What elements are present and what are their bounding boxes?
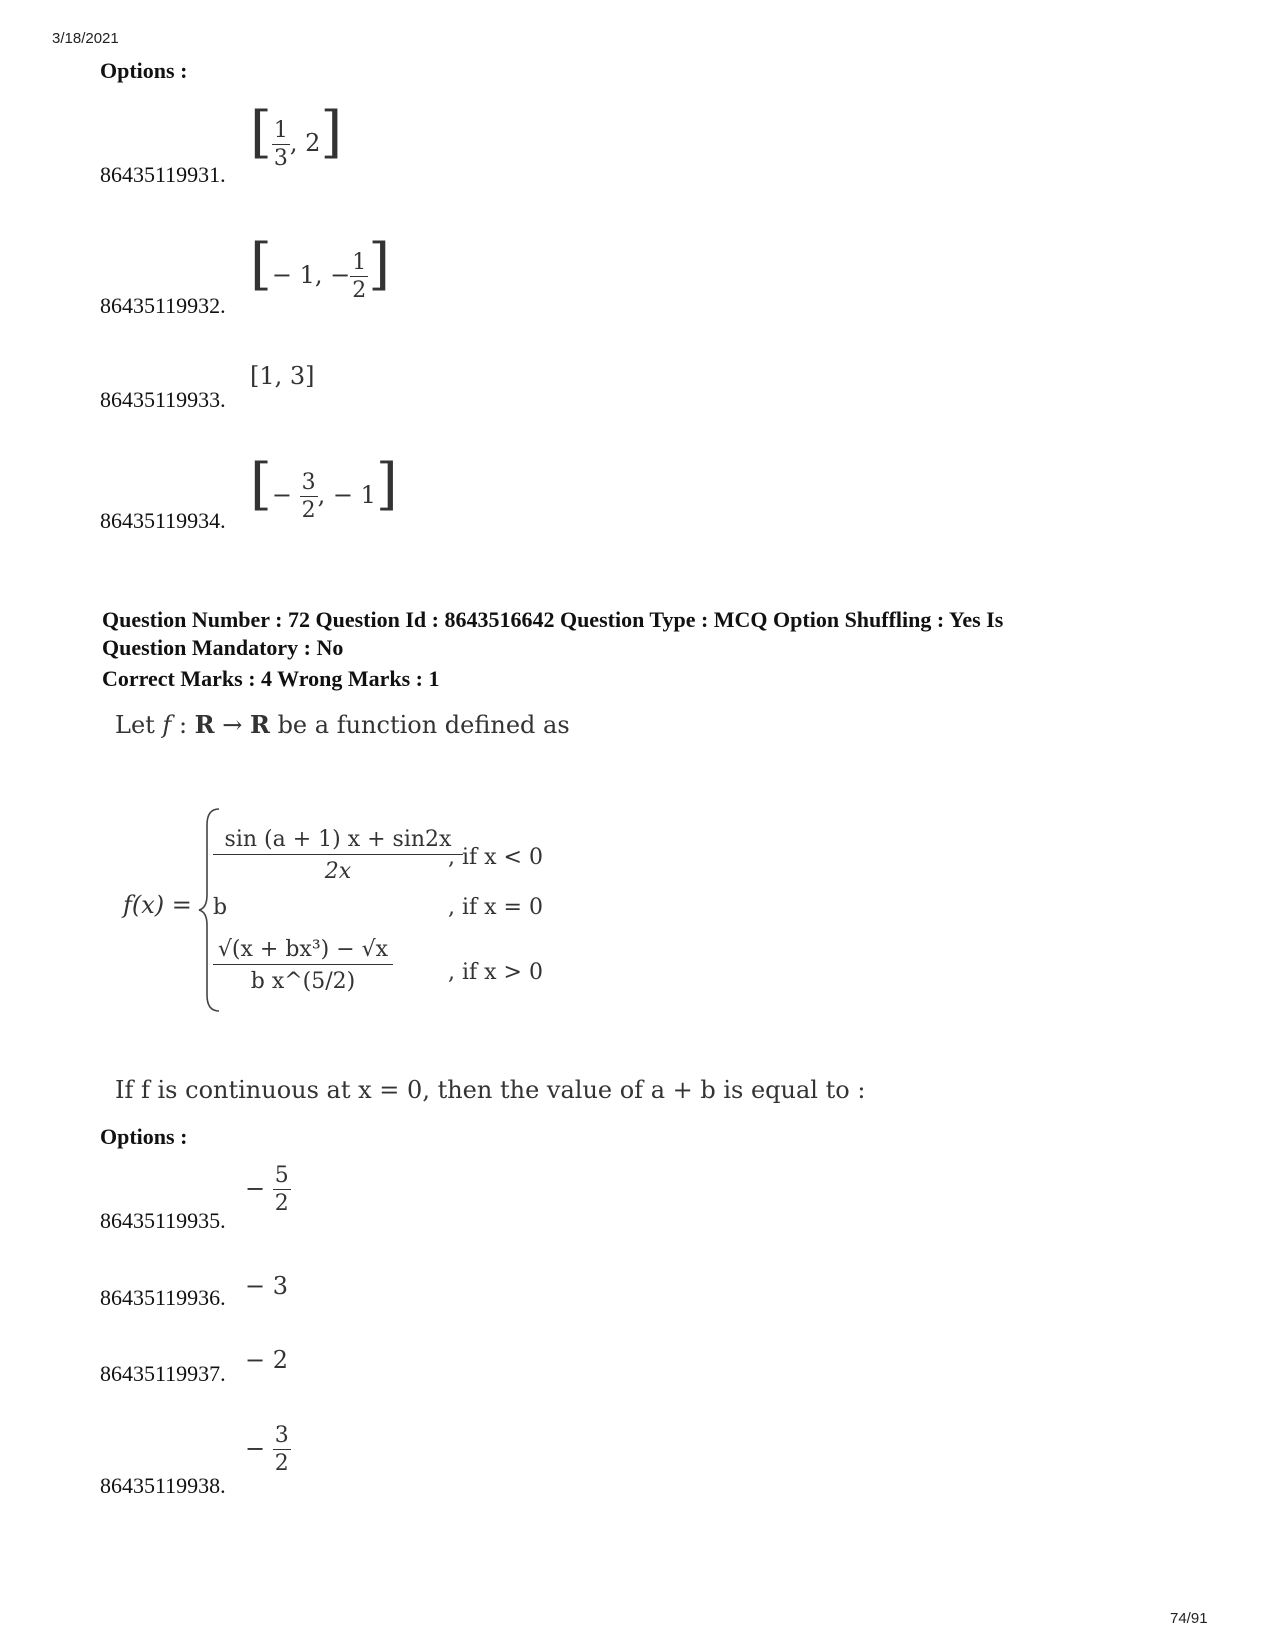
case3-condition: , if x > 0 bbox=[448, 960, 543, 985]
option-id: 86435119932. bbox=[100, 293, 226, 318]
question-condition: If f is continuous at x = 0, then the value of a + b is equal to : bbox=[115, 1076, 866, 1104]
case3-expression bbox=[213, 937, 393, 994]
option-id: 86435119931. bbox=[100, 162, 226, 187]
piecewise-function bbox=[115, 805, 595, 1065]
option-id: 86435119936. bbox=[100, 1285, 226, 1310]
question-intro: Let f : R → R be a function defined as bbox=[115, 710, 570, 739]
option-id: 86435119933. bbox=[100, 387, 226, 412]
question-meta bbox=[102, 606, 1202, 662]
header-date: 3/18/2021 bbox=[52, 30, 119, 47]
case2-expression: b bbox=[213, 895, 228, 920]
option-value: − 3 bbox=[245, 1272, 289, 1300]
case1-condition: , if x < 0 bbox=[448, 845, 543, 870]
option-value-interval: [− $\frac{3}{2}$ , − 1] bbox=[250, 452, 398, 523]
case1-denominator: 2x bbox=[324, 859, 352, 884]
options-heading: Options : bbox=[100, 1124, 188, 1149]
option-id: 86435119934. bbox=[100, 508, 226, 533]
option-value: − $\frac{5}{2}$ bbox=[245, 1163, 289, 1216]
options-heading-prev: Options : bbox=[100, 58, 188, 83]
page-number: 74/91 bbox=[1170, 1610, 1208, 1627]
case2-condition: , if x = 0 bbox=[448, 895, 543, 920]
case3-denominator: b x^(5/2) bbox=[250, 969, 356, 994]
option-id: 86435119938. bbox=[100, 1473, 226, 1498]
option-id: 86435119937. bbox=[100, 1361, 226, 1386]
case1-numerator: sin (a + 1) x + sin2x bbox=[213, 827, 463, 855]
case1-expression bbox=[213, 827, 463, 884]
option-value-interval: [ $\frac{1}{3}$ , 2] bbox=[250, 100, 343, 171]
option-id: 86435119935. bbox=[100, 1208, 226, 1233]
option-value: − $\frac{3}{2}$ bbox=[245, 1423, 289, 1476]
question-meta-line1: Question Number : 72 Question Id : 8643516642 Question Type : MCQ Option Shuffling : Yes Is bbox=[102, 607, 1004, 632]
option-value-interval: [− 1, − $\frac{1}{2}$ ] bbox=[250, 232, 391, 303]
question-meta-line2: Question Mandatory : No bbox=[102, 635, 344, 660]
option-value: − 2 bbox=[245, 1346, 289, 1374]
function-lhs: f(x) = bbox=[123, 891, 192, 919]
question-marks: Correct Marks : 4 Wrong Marks : 1 bbox=[102, 666, 440, 691]
case3-numerator: √(x + bx³) − √x bbox=[213, 937, 393, 965]
option-value-interval: [1, 3] bbox=[250, 362, 315, 390]
